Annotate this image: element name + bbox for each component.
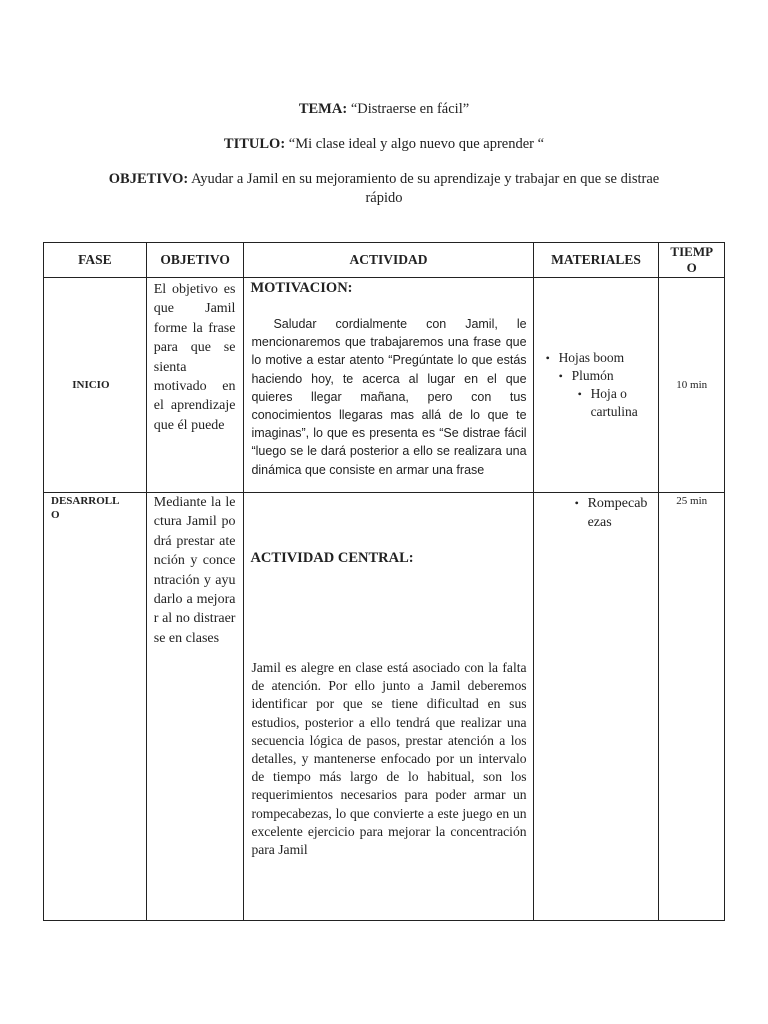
column-header: OBJETIVO: [146, 243, 244, 278]
table-row: [44, 493, 725, 921]
materiales-cell: [533, 278, 659, 493]
objetivo-cell: [146, 493, 244, 921]
fase-label: DESARROLLO: [51, 495, 120, 521]
column-header: MATERIALES: [533, 243, 659, 278]
actividad-cell: [244, 493, 533, 921]
titulo-value: “Mi clase ideal y algo nuevo que aprender “: [285, 136, 545, 152]
tiempo-value: 10 min: [676, 379, 708, 391]
titulo-label: TITULO:: [223, 136, 286, 152]
lesson-plan-table: [43, 242, 725, 921]
actividad-title: MOTIVACION:: [250, 280, 353, 296]
list-item: • Plumón: [572, 367, 659, 385]
column-header: TIEMPO: [659, 243, 725, 278]
table-header-row: [44, 243, 725, 278]
materiales-cell: [533, 493, 659, 921]
tiempo-cell: [659, 278, 725, 493]
objetivo-value: Ayudar a Jamil en su mejoramiento de su aprendizaje y trabajar en que se distrae rápido: [188, 171, 660, 206]
tema-line: [0, 101, 768, 118]
materiales-list: [534, 349, 659, 421]
objetivo-text: El objetivo es que Jamil forme la frase para que se sienta motivado en el aprendizaje que él puede: [153, 282, 236, 433]
fase-cell: [44, 278, 147, 493]
tema-label: TEMA:: [298, 101, 348, 117]
actividad-cell: [244, 278, 533, 493]
objetivo-text: Mediante la lectura Jamil podrá prestar atención y concentración y ayudarlo a mejorar al no distraerse en clases: [153, 495, 236, 646]
tema-value: “Distraerse en fácil”: [347, 101, 470, 117]
list-item: • Hojas boom: [559, 349, 659, 367]
actividad-title: ACTIVIDAD CENTRAL:: [250, 550, 414, 566]
fase-label: INICIO: [72, 379, 110, 391]
column-header: ACTIVIDAD: [244, 243, 533, 278]
actividad-text: Jamil es alegre en clase está asociado con la falta de atención. Por ello junto a Jamil deberemos identificar por que se tiene dificultad en sus estudios, posterior a ello tendrá que realizar una secuencia lógica de pasos, prestar atención a los detalles, y mantenerse enfocado por un intervalo de tiempo más largo de lo habitual, son los requerimientos necesarios para poder armar un rompecabezas, lo que convierte a este juego en un excelente ejercicio para mejorar la concentración para Jamil: [251, 660, 527, 858]
titulo-line: [0, 136, 768, 153]
objetivo-line: [0, 170, 768, 208]
materiales-list: [534, 493, 659, 532]
table-row: [44, 278, 725, 493]
column-header: FASE: [44, 243, 147, 278]
tiempo-value: 25 min: [676, 495, 708, 507]
list-item: • Hoja o cartulina: [591, 385, 651, 421]
actividad-text: Saludar cordialmente con Jamil, le mencionaremos que trabajaremos una frase que lo motive a estar atento “Pregúntate lo que estás haciendo hoy, te acerca al lugar en el que quieres llegar mañana, pero con tus conocimientos llegaras mas allá de lo que te imaginas”, lo que es presenta es “Se distrae fácil “luego se le dará posterior a ello se realizara una dinámica que consiste en armar una frase: [251, 317, 527, 477]
tiempo-cell: [659, 493, 725, 921]
objetivo-cell: [146, 278, 244, 493]
objetivo-label: OBJETIVO:: [108, 171, 189, 187]
fase-cell: [44, 493, 147, 921]
list-item: • Rompecabezas: [588, 494, 650, 532]
